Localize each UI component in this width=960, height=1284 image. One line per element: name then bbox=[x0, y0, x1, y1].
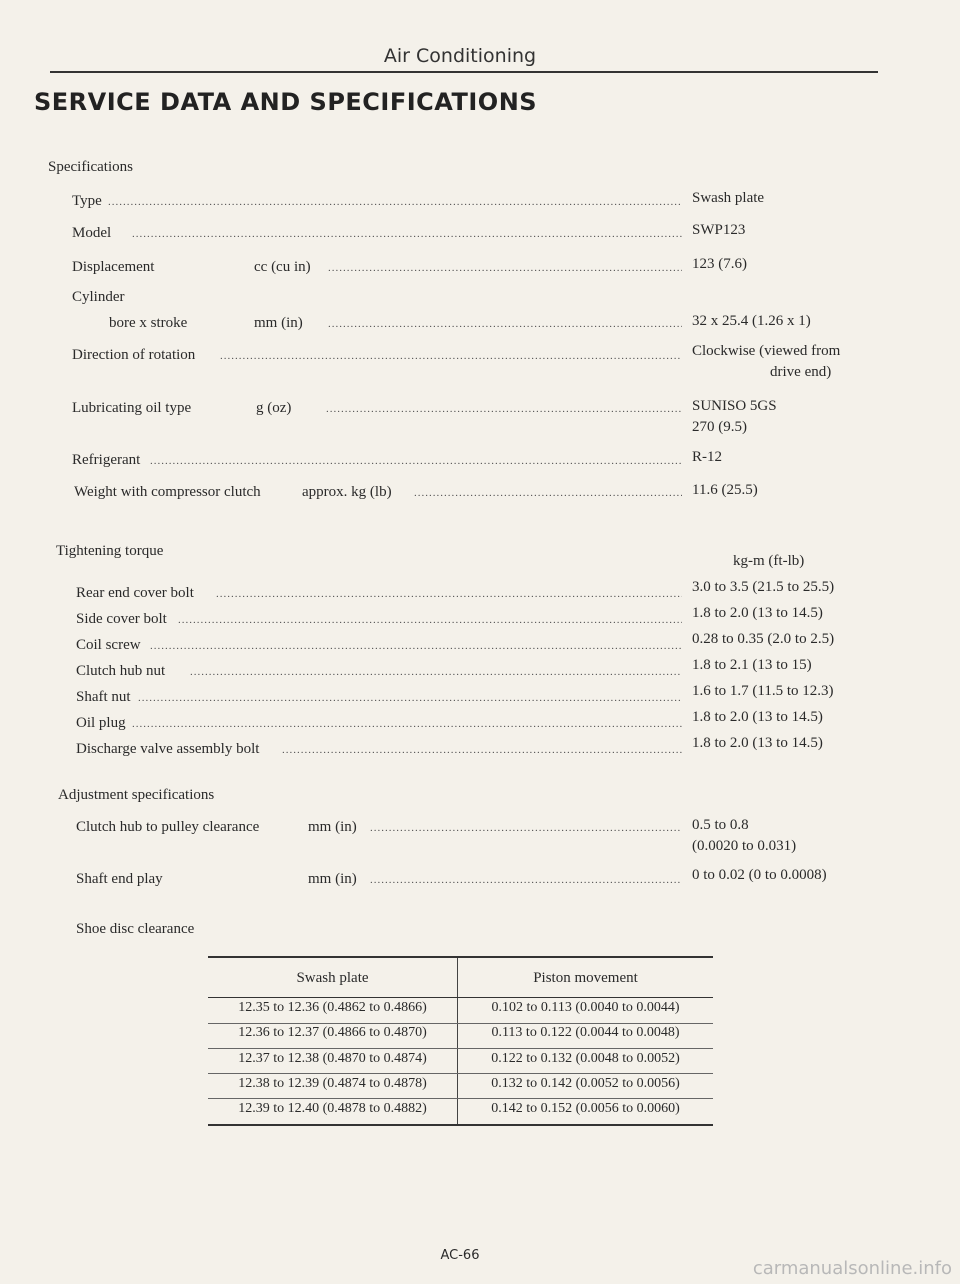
adjustment-unit: mm (in) bbox=[308, 819, 357, 835]
dot-leader bbox=[328, 259, 682, 277]
table-cell: 0.132 to 0.142 (0.0052 to 0.0056) bbox=[491, 1076, 680, 1091]
dot-leader bbox=[138, 689, 682, 707]
torque-row bbox=[76, 689, 682, 709]
table-row-rule bbox=[208, 1048, 713, 1049]
page-title: SERVICE DATA AND SPECIFICATIONS bbox=[34, 88, 538, 116]
table-cell: 0.122 to 0.132 (0.0048 to 0.0052) bbox=[491, 1051, 680, 1066]
torque-value: 1.6 to 1.7 (11.5 to 12.3) bbox=[692, 683, 834, 699]
spec-row-model bbox=[72, 225, 682, 245]
adjustment-label: Shaft end play bbox=[76, 871, 163, 887]
spec-unit: mm (in) bbox=[254, 315, 303, 331]
spec-value: SWP123 bbox=[692, 222, 746, 238]
table-row-rule bbox=[208, 1023, 713, 1024]
torque-value: 0.28 to 0.35 (2.0 to 2.5) bbox=[692, 631, 835, 647]
adjustment-value: 0 to 0.02 (0 to 0.0008) bbox=[692, 867, 827, 883]
torque-label: Rear end cover bolt bbox=[76, 585, 194, 601]
table-row-rule bbox=[208, 1098, 713, 1099]
torque-label: Shaft nut bbox=[76, 689, 131, 705]
adjustment-unit: mm (in) bbox=[308, 871, 357, 887]
spec-row-displacement bbox=[72, 259, 682, 279]
table-cell: 12.39 to 12.40 (0.4878 to 0.4882) bbox=[238, 1101, 427, 1116]
table-header-rule bbox=[208, 997, 713, 998]
spec-label: Direction of rotation bbox=[72, 347, 196, 363]
adjustment-value-cont: (0.0020 to 0.031) bbox=[692, 838, 797, 854]
spec-value: SUNISO 5GS bbox=[692, 398, 777, 414]
section-header: Air Conditioning bbox=[383, 45, 537, 67]
table-cell: 0.102 to 0.113 (0.0040 to 0.0044) bbox=[491, 1000, 680, 1015]
dot-leader bbox=[150, 452, 682, 470]
torque-row bbox=[76, 663, 682, 683]
torque-label: Coil screw bbox=[76, 637, 141, 653]
spec-label: Weight with compressor clutch bbox=[74, 484, 261, 500]
spec-value: Clockwise (viewed from bbox=[692, 343, 841, 359]
torque-row bbox=[76, 715, 682, 735]
header-rule bbox=[50, 71, 878, 73]
adjustment-value: 0.5 to 0.8 bbox=[692, 817, 749, 833]
dot-leader bbox=[220, 347, 682, 365]
torque-unit: kg-m (ft-lb) bbox=[733, 553, 805, 569]
spec-row-weight bbox=[74, 484, 682, 504]
adjustment-label: Clutch hub to pulley clearance bbox=[76, 819, 260, 835]
dot-leader bbox=[108, 193, 682, 211]
table-cell: 0.142 to 0.152 (0.0056 to 0.0060) bbox=[491, 1101, 680, 1116]
spec-row-rotation bbox=[72, 347, 682, 367]
dot-leader bbox=[370, 871, 682, 889]
table-cell: 12.35 to 12.36 (0.4862 to 0.4866) bbox=[238, 1000, 427, 1015]
torque-row bbox=[76, 637, 682, 657]
torque-row bbox=[76, 741, 682, 761]
adjustment-row bbox=[76, 819, 682, 839]
watermark: carmanualsonline.info bbox=[752, 1258, 952, 1279]
torque-value: 1.8 to 2.1 (13 to 15) bbox=[692, 657, 812, 673]
spec-label: Lubricating oil type bbox=[72, 400, 192, 416]
spec-label: Refrigerant bbox=[72, 452, 141, 468]
dot-leader bbox=[190, 663, 682, 681]
dot-leader bbox=[150, 637, 682, 655]
spec-sub-label: bore x stroke bbox=[109, 315, 188, 331]
dot-leader bbox=[328, 315, 682, 333]
spec-value: 123 (7.6) bbox=[692, 256, 747, 272]
torque-label: Side cover bolt bbox=[76, 611, 167, 627]
table-header-swash-plate: Swash plate bbox=[296, 970, 369, 986]
spec-label: Model bbox=[72, 225, 112, 241]
spec-value-cont: drive end) bbox=[770, 364, 832, 380]
table-cell: 12.36 to 12.37 (0.4866 to 0.4870) bbox=[238, 1025, 427, 1040]
spec-value: Swash plate bbox=[692, 190, 765, 206]
table-cell: 12.37 to 12.38 (0.4870 to 0.4874) bbox=[238, 1051, 427, 1066]
table-row-rule bbox=[208, 1073, 713, 1074]
torque-value: 1.8 to 2.0 (13 to 14.5) bbox=[692, 605, 823, 621]
dot-leader bbox=[216, 585, 682, 603]
spec-value: 32 x 25.4 (1.26 x 1) bbox=[692, 313, 811, 329]
spec-row-refrigerant bbox=[72, 452, 682, 472]
table-cell: 12.38 to 12.39 (0.4874 to 0.4878) bbox=[238, 1076, 427, 1091]
torque-value: 3.0 to 3.5 (21.5 to 25.5) bbox=[692, 579, 835, 595]
table-bottom-rule bbox=[208, 1124, 713, 1126]
torque-value: 1.8 to 2.0 (13 to 14.5) bbox=[692, 735, 823, 751]
dot-leader bbox=[132, 225, 682, 243]
shoe-disc-label: Shoe disc clearance bbox=[76, 921, 195, 937]
torque-label: Discharge valve assembly bolt bbox=[76, 741, 260, 757]
torque-row bbox=[76, 585, 682, 605]
spec-row-oil bbox=[72, 400, 682, 420]
torque-value: 1.8 to 2.0 (13 to 14.5) bbox=[692, 709, 823, 725]
spec-row-bore-stroke bbox=[72, 315, 682, 335]
torque-heading: Tightening torque bbox=[56, 543, 164, 559]
page-number: AC-66 bbox=[440, 1248, 480, 1263]
spec-value-cont: 270 (9.5) bbox=[692, 419, 747, 435]
spec-label: Type bbox=[72, 193, 102, 209]
dot-leader bbox=[326, 400, 682, 418]
spec-unit: approx. kg (lb) bbox=[302, 484, 392, 500]
torque-label: Oil plug bbox=[76, 715, 126, 731]
spec-value: R-12 bbox=[692, 449, 722, 465]
torque-label: Clutch hub nut bbox=[76, 663, 166, 679]
spec-label: Displacement bbox=[72, 259, 155, 275]
table-header-piston-movement: Piston movement bbox=[533, 970, 638, 986]
dot-leader bbox=[370, 819, 682, 837]
adjustment-heading: Adjustment specifications bbox=[58, 787, 215, 803]
dot-leader bbox=[282, 741, 682, 759]
table-top-rule bbox=[208, 956, 713, 958]
table-cell: 0.113 to 0.122 (0.0044 to 0.0048) bbox=[491, 1025, 680, 1040]
spec-row-type bbox=[72, 193, 682, 213]
dot-leader bbox=[178, 611, 682, 629]
specifications-heading: Specifications bbox=[48, 159, 133, 175]
spec-value: 11.6 (25.5) bbox=[692, 482, 758, 498]
dot-leader bbox=[132, 715, 682, 733]
adjustment-row bbox=[76, 871, 682, 891]
dot-leader bbox=[414, 484, 682, 502]
spec-unit: g (oz) bbox=[256, 400, 292, 416]
spec-unit: cc (cu in) bbox=[254, 259, 311, 275]
spec-label-cylinder: Cylinder bbox=[72, 289, 125, 305]
torque-row bbox=[76, 611, 682, 631]
